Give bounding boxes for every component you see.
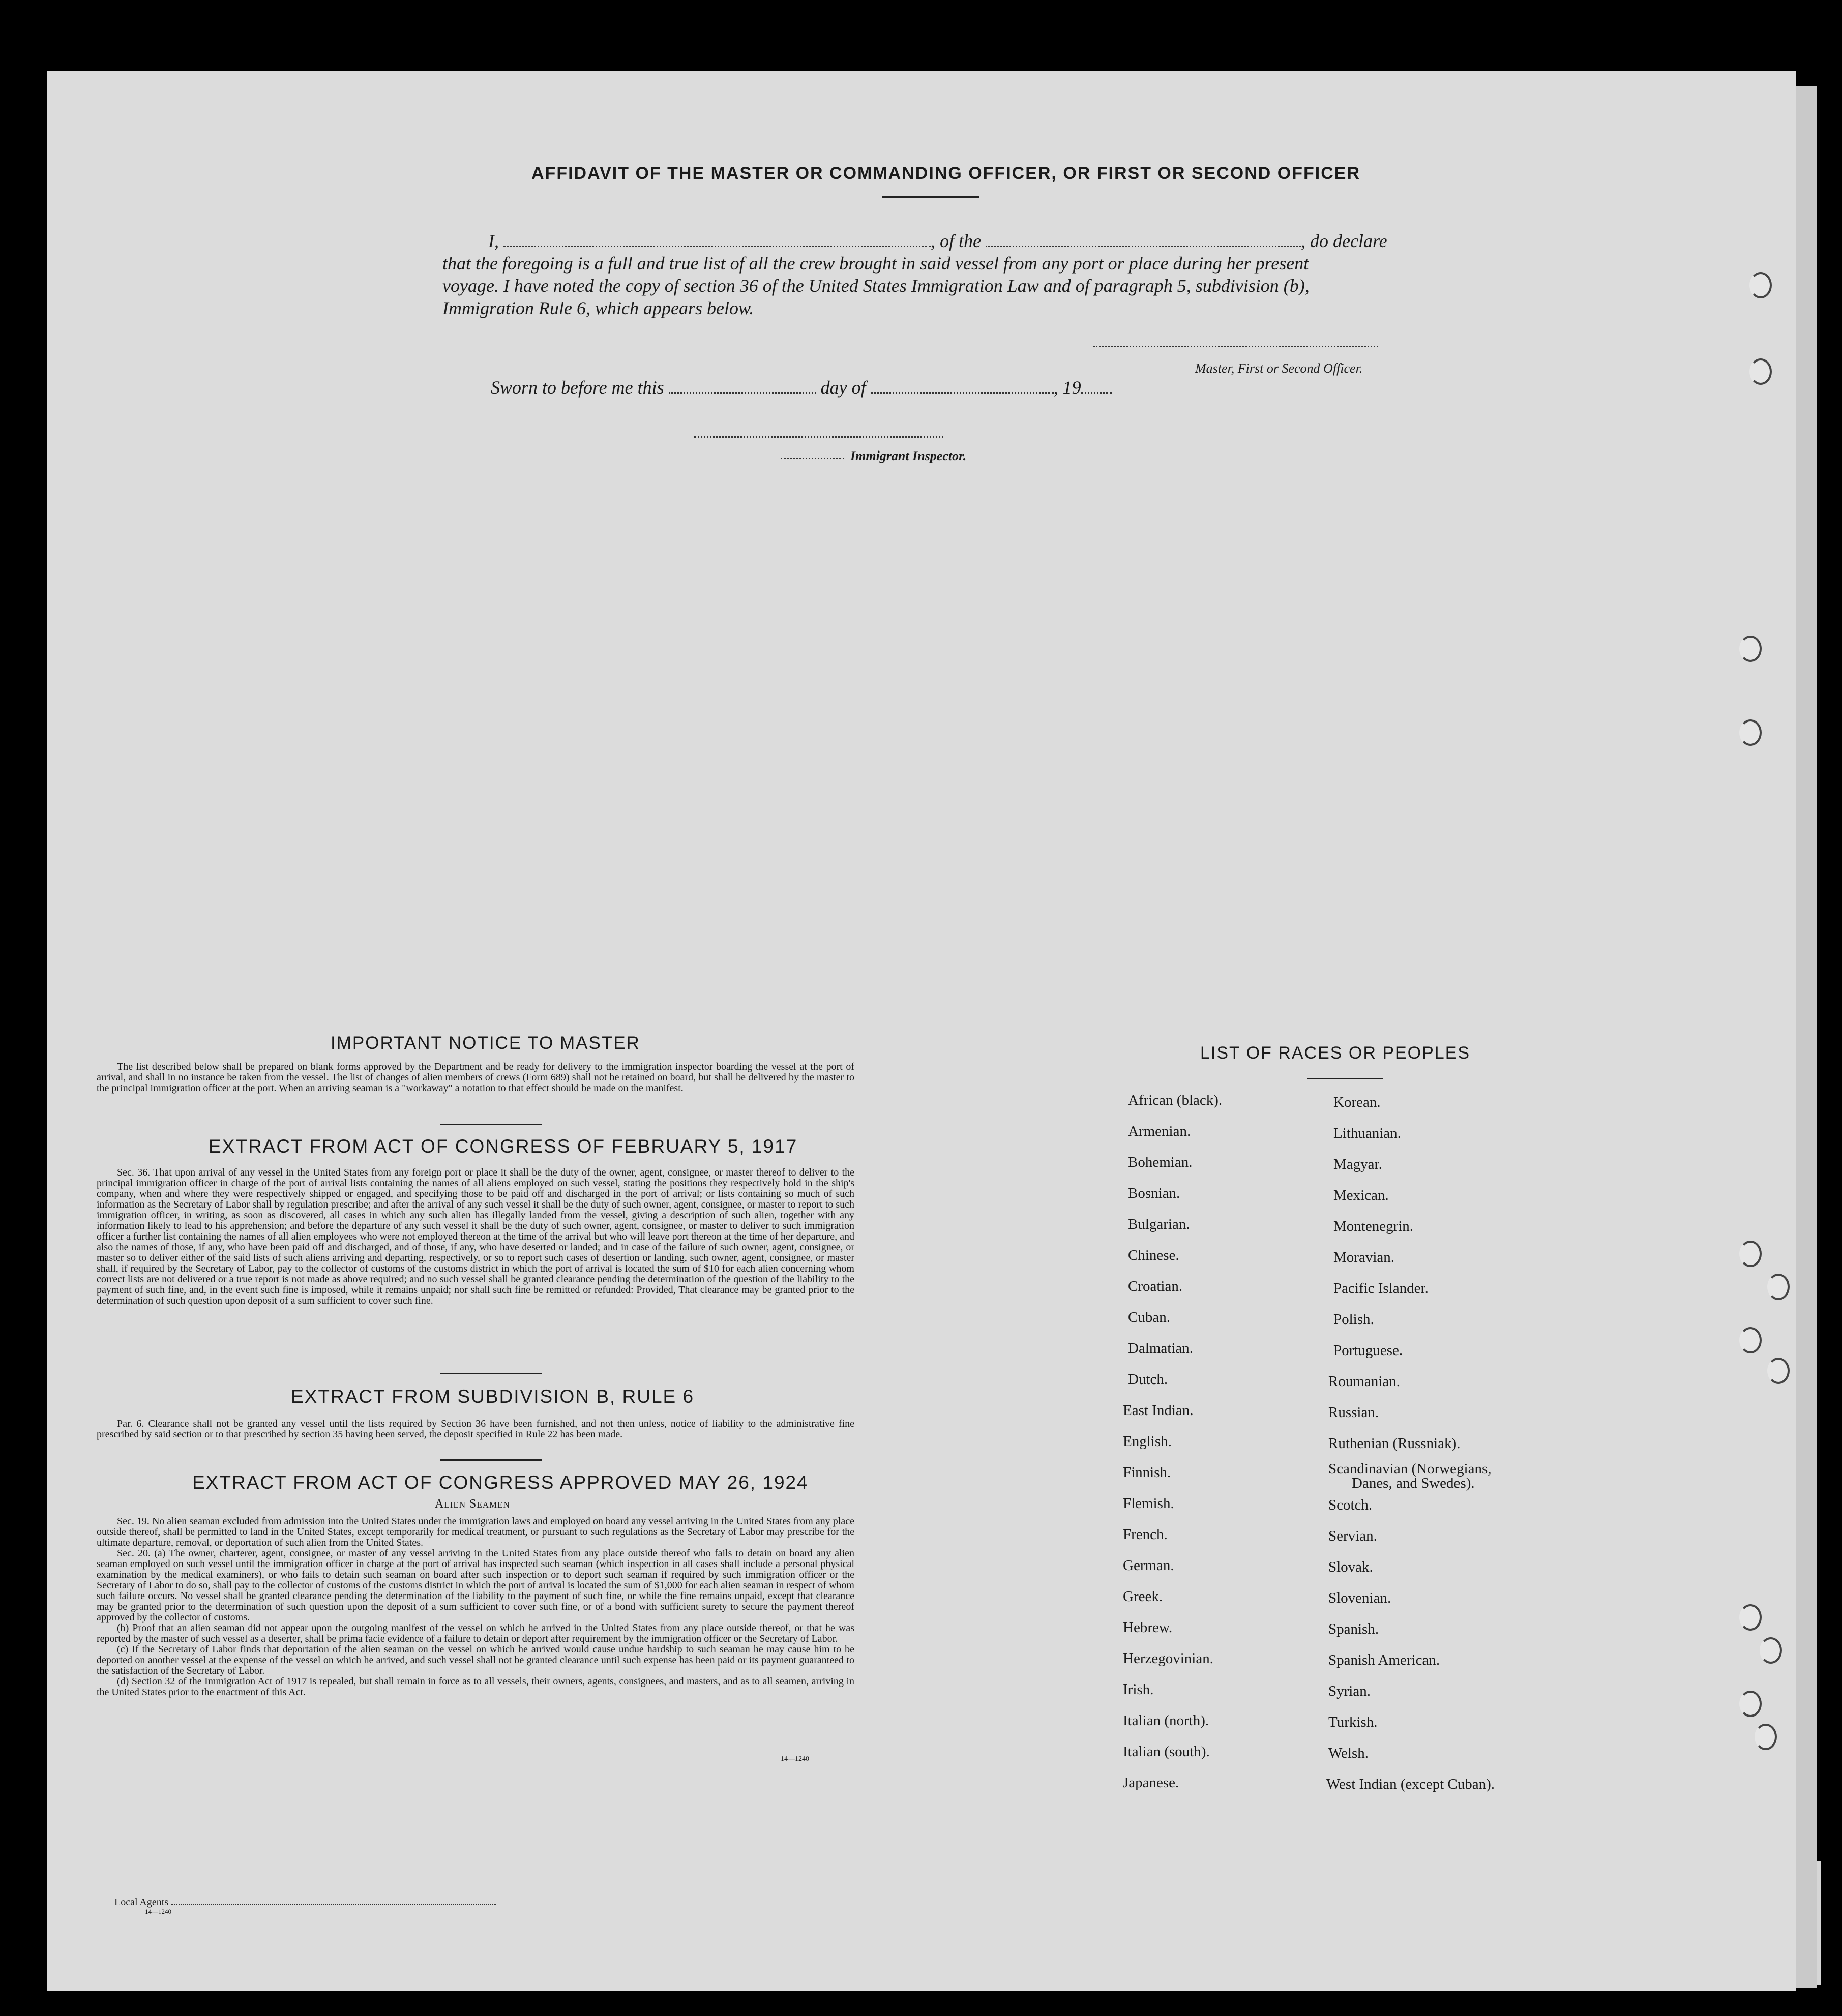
footer-form-number: 14—1240 [145, 1908, 171, 1915]
race-item: Servian. [1328, 1528, 1377, 1544]
race-item: Italian (north). [1123, 1712, 1209, 1729]
inspector-signature-line[interactable] [694, 436, 943, 438]
race-item: Portuguese. [1333, 1342, 1403, 1359]
binder-hole [1739, 636, 1762, 662]
document-page [47, 71, 1796, 1991]
master-label: Master, First or Second Officer. [1195, 361, 1363, 376]
race-item: Bosnian. [1128, 1185, 1180, 1201]
extract-1924-subtitle: Alien Seamen [435, 1497, 510, 1511]
rule6-rule [440, 1459, 542, 1461]
day-blank[interactable] [669, 378, 816, 394]
race-item: Russian. [1328, 1404, 1379, 1421]
affidavit-line4: Immigration Rule 6, which appears below. [442, 298, 754, 318]
sec20d: (d) Section 32 of the Immigration Act of 1917 is repealed, but shall remain in force as to all vessels, their owners, agents, consignees, and masters, and as to all seamen, arriving in the United States prior to the enactment of this Act. [97, 1676, 854, 1698]
binder-hole [1767, 1274, 1790, 1300]
sec20b: (b) Proof that an alien seaman did not appear upon the outgoing manifest of the vessel on which he arrived in the United States from any place outside thereof, or that he was reported by the master of such vessel as a deserter, shall be prima facie evidence of a failure to detain or deport after requirement by the immigration officer or the Secretary of Labor. [97, 1622, 854, 1644]
race-item: Montenegrin. [1333, 1218, 1414, 1235]
race-item: Finnish. [1123, 1464, 1171, 1481]
race-item: Mexican. [1333, 1187, 1389, 1203]
binder-hole [1767, 1358, 1790, 1384]
race-item: Herzegovinian. [1123, 1650, 1213, 1667]
race-item: African (black). [1128, 1092, 1223, 1108]
affidavit-line3: voyage. I have noted the copy of section 36 of the United States Immigration Law and of paragraph 5, subdivision (b), [442, 276, 1310, 296]
name-blank[interactable] [503, 231, 931, 247]
binder-hole [1739, 1327, 1762, 1353]
binder-hole [1749, 358, 1772, 385]
binder-hole [1760, 1637, 1782, 1664]
race-item: Cuban. [1128, 1309, 1170, 1326]
sec20a: Sec. 20. (a) The owner, charterer, agent, consignee, or master of any vessel arriving in the United States from any place outside thereof who fails to detain on board any alien seaman employed on such vessel until the immigration officer in charge at the port of arrival has inspected such seaman (which inspection in all cases shall include a personal physical examination by the medical examiners), or who fails to detain such seaman on board after such inspection or to deport such seaman if required by such immigration officer or the Secretary of Labor to do so, shall pay to the collector of customs of the customs district in which the port of arrival is located the sum of $1,000 for each alien seaman in respect of whom such failure occurs. No vessel shall be granted clearance pending the determination of the liability to the payment of such fine, or while the fine remains unpaid, except that clearance may be granted prior to the determination of such question upon the deposit of a sum sufficient to cover such fine, or of a bond with sufficient surety to secure the payment thereof approved by the collector of customs. [97, 1548, 854, 1623]
affidavit-title: AFFIDAVIT OF THE MASTER OR COMMANDING OFFICER, OR FIRST OR SECOND OFFICER [531, 164, 1360, 183]
race-item: English. [1123, 1433, 1172, 1450]
sec19: Sec. 19. No alien seaman excluded from admission into the United States under the immigration laws and employed on board any vessel arriving in the United States from any place outside thereof, shall be permitted to land in the United States, except temporarily for medical treatment, or pursuant to such regulations as the Secretary of Labor may prescribe for the ultimate departure, removal, or deportation of such alien from the United States. [97, 1516, 854, 1548]
sworn-line: Sworn to before me this day of , 19 [491, 376, 1152, 399]
races-title: LIST OF RACES OR PEOPLES [1200, 1043, 1471, 1063]
race-item: Turkish. [1328, 1714, 1378, 1730]
race-item: Flemish. [1123, 1495, 1174, 1512]
race-item: Scotch. [1328, 1497, 1373, 1513]
race-item: Spanish. [1328, 1621, 1379, 1637]
binder-hole [1739, 719, 1762, 746]
race-item: Hebrew. [1123, 1619, 1173, 1636]
race-item: Magyar. [1333, 1156, 1382, 1172]
race-item: Irish. [1123, 1681, 1154, 1698]
rule6-title: EXTRACT FROM SUBDIVISION B, RULE 6 [291, 1386, 695, 1407]
local-agents-label: Local Agents [114, 1897, 496, 1908]
notice-rule [440, 1124, 542, 1125]
binder-hole [1749, 272, 1772, 298]
page-edge [1796, 86, 1817, 1988]
race-item: Ruthenian (Russniak). [1328, 1435, 1461, 1452]
race-item: Japanese. [1123, 1774, 1179, 1791]
race-item: Chinese. [1128, 1247, 1179, 1263]
race-item: Bohemian. [1128, 1154, 1193, 1170]
extract-1917-title: EXTRACT FROM ACT OF CONGRESS OF FEBRUARY 5, 1917 [209, 1136, 798, 1157]
inspector-label: Immigrant Inspector. [850, 448, 967, 463]
races-rule [1307, 1078, 1383, 1079]
inspector-line-short [781, 458, 844, 459]
race-item: West Indian (except Cuban). [1326, 1776, 1495, 1792]
race-item: Roumanian. [1328, 1373, 1400, 1390]
race-item: East Indian. [1123, 1402, 1194, 1419]
sec20c: (c) If the Secretary of Labor finds that deportation of the alien seaman on the vessel on which he arrived would cause undue hardship to such seaman he may cause him to be deported on another vessel at the expense of the vessel on which he arrived, and such vessel shall not be granted clearance until such expense has been paid or its payment guaranteed to the satisfaction of the Secretary of Labor. [97, 1644, 854, 1676]
binder-hole [1739, 1241, 1762, 1267]
affidavit-line1: I, , of the , do declare [488, 231, 1387, 251]
race-item: Dutch. [1128, 1371, 1168, 1388]
race-item-continued: Danes, and Swedes). [1352, 1475, 1475, 1491]
affidavit-line2: that the foregoing is a full and true list of all the crew brought in said vessel from any port or place during her present [442, 253, 1309, 274]
year-blank[interactable] [1081, 378, 1112, 394]
extract-1917-rule [440, 1373, 542, 1374]
race-item: Polish. [1333, 1311, 1374, 1328]
race-item: Slovak. [1328, 1559, 1373, 1575]
race-item: Syrian. [1328, 1683, 1371, 1699]
race-item: Bulgarian. [1128, 1216, 1190, 1232]
extract-form-number: 14—1240 [781, 1755, 809, 1763]
race-item: Spanish American. [1328, 1652, 1440, 1668]
binder-hole [1739, 1691, 1762, 1717]
race-item: Welsh. [1328, 1745, 1369, 1761]
month-blank[interactable] [871, 378, 1054, 394]
race-item: Dalmatian. [1128, 1340, 1194, 1357]
race-item: Korean. [1333, 1094, 1381, 1110]
race-item: Slovenian. [1328, 1590, 1391, 1606]
race-item: Italian (south). [1123, 1743, 1210, 1760]
race-item: Greek. [1123, 1588, 1163, 1605]
race-item: Moravian. [1333, 1249, 1394, 1266]
extract-1924-title: EXTRACT FROM ACT OF CONGRESS APPROVED MAY 26, 1924 [192, 1472, 809, 1493]
race-item: German. [1123, 1557, 1174, 1574]
notice-title: IMPORTANT NOTICE TO MASTER [331, 1033, 640, 1053]
title-rule [882, 196, 979, 198]
notice-body: The list described below shall be prepared on blank forms approved by the Department and be ready for delivery to the immigration inspector boarding the vessel at the port of arrival, and shall in no instance be taken from the vessel. The list of changes of alien members of crews (Form 689) shall not be retained on board, but shall be delivered by the master to the principal immigration officer at the port. When an arriving seaman is a "workaway" a notation to that effect should be made on the manifest. [97, 1061, 854, 1094]
race-item: Croatian. [1128, 1278, 1183, 1295]
extract-1924-body [97, 1516, 854, 1698]
race-item: Scandinavian (Norwegians, [1328, 1461, 1492, 1477]
race-item: Armenian. [1128, 1123, 1191, 1139]
race-item: French. [1123, 1526, 1168, 1543]
binder-hole [1739, 1604, 1762, 1631]
master-signature-line[interactable] [1093, 346, 1378, 347]
rule6-body: Par. 6. Clearance shall not be granted any vessel until the lists required by Section 36 have been furnished, and not then unless, notice of liability to the administrative fine prescribed by said section or to that prescribed by section 35 having been served, the deposit specified in Rule 22 has been made. [97, 1418, 854, 1440]
race-item: Lithuanian. [1333, 1125, 1401, 1141]
race-item: Pacific Islander. [1333, 1280, 1429, 1297]
vessel-blank[interactable] [986, 231, 1301, 247]
extract-1917-body: Sec. 36. That upon arrival of any vessel in the United States from any foreign port or place it shall be the duty of the owner, agent, consignee, or master thereof to deliver to the principal immigration officer in charge of the port of arrival lists containing the names of all aliens employed on such vessel, stating the positions they respectively hold in the ship's company, when and where they were respectively shipped or engaged, and specifying those to be paid off and discharged in the port of arrival; or lists containing so much of such information as the Secretary of Labor shall by regulation prescribe; and after the arrival of any such vessel it shall be the duty of such owner, agent, consignee, or master to report to such immigration officer, in writing, as soon as discovered, all cases in which any such alien has illegally landed from the vessel, giving a description of such alien, together with any information likely to lead to his apprehension; and before the departure of any such vessel it shall be the duty of such owner, agent, consignee, or master to deliver to such immigration officer a further list containing the names of all alien employees who were not employed thereon at the time of the arrival but who will leave port thereon at the time of her departure, and also the names of those, if any, who have been paid off and discharged, and of those, if any, who have deserted or landed; and in case of the failure of such owner, agent, consignee, or master so to deliver either of the said lists of such aliens arriving and departing, respectively, or so to report such cases of desertion or landing, such owner, agent, consignee, or master shall, if required by the Secretary of Labor, pay to the collector of customs of the customs district in which the port of arrival is located the sum of $10 for each alien concerning whom correct lists are not delivered or a true report is not made as above required; and no such vessel shall be granted clearance pending the determination of the question of the liability to the payment of such fine, and, in the event such fine is imposed, while it remains unpaid; nor shall such fine be remitted or refunded: Provided, That clearance may be granted prior to the determination of such question upon deposit of a sum sufficient to cover such fine. [97, 1167, 854, 1306]
binder-hole [1755, 1724, 1777, 1750]
